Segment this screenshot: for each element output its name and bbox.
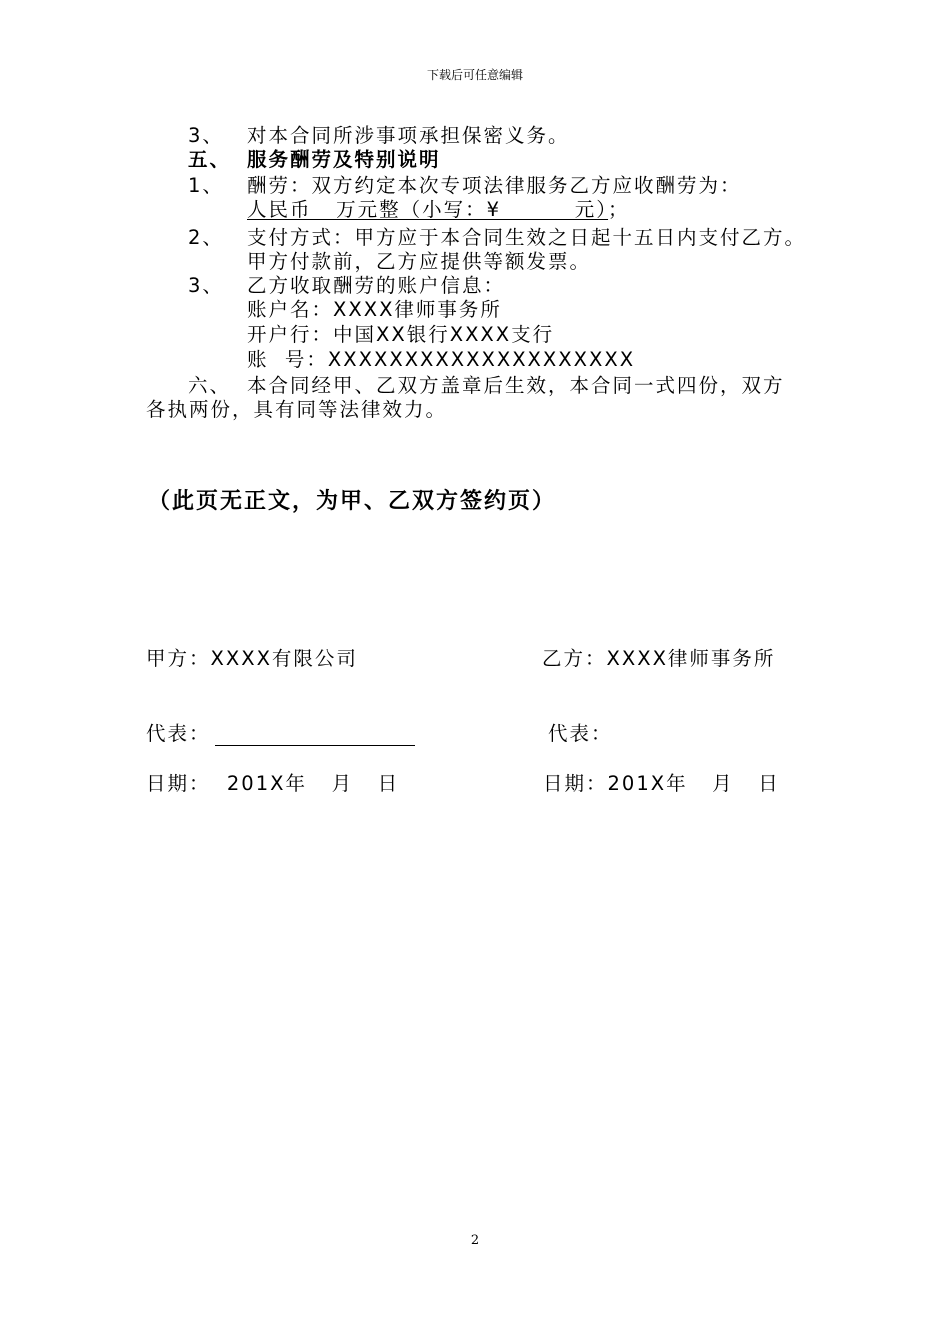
rep-b-label: 代表： — [548, 722, 613, 745]
fee-amount-end: ； — [608, 198, 630, 221]
item-3-text: 对本合同所涉事项承担保密义务。 — [247, 124, 570, 147]
para-1-text: 酬劳：双方约定本次专项法律服务乙方应收酬劳为： — [247, 174, 742, 197]
para-3-number: 3、 — [188, 274, 224, 297]
para-1-number: 1、 — [188, 174, 224, 197]
para-3-text: 乙方收取酬劳的账户信息： — [247, 274, 506, 297]
section-6-number: 六、 — [188, 374, 232, 397]
date-b: 日期：201X年 月 日 — [543, 772, 780, 795]
account-name: 账户名：XXXX律师事务所 — [247, 298, 502, 321]
signature-line-a — [215, 725, 415, 746]
account-number: 账 号：XXXXXXXXXXXXXXXXXXXX — [247, 348, 636, 371]
section-6-text: 本合同经甲、乙双方盖章后生效，本合同一式四份，双方 — [247, 374, 785, 397]
party-b: 乙方：XXXX律师事务所 — [542, 647, 776, 670]
fee-amount: 人民币 万元整（小写：¥ 元） — [247, 198, 609, 221]
section-5-title: 服务酬劳及特别说明 — [247, 148, 441, 171]
party-a-representative — [146, 722, 415, 746]
party-a: 甲方：XXXX有限公司 — [146, 647, 358, 670]
date-a: 日期： 201X年 月 日 — [146, 772, 400, 795]
item-3-number: 3、 — [188, 124, 224, 147]
para-2-text-cont: 甲方付款前，乙方应提供等额发票。 — [247, 250, 592, 273]
page-number: 2 — [470, 1233, 480, 1248]
rep-a-label: 代表： — [146, 722, 211, 745]
para-2-text: 支付方式：甲方应于本合同生效之日起十五日内支付乙方。 — [247, 226, 807, 249]
page-header: 下载后可任意编辑 — [426, 68, 523, 82]
signature-page-title: （此页无正文，为甲、乙双方签约页） — [148, 489, 557, 514]
account-bank: 开户行：中国XX银行XXXX支行 — [247, 323, 555, 346]
fee-amount-line — [247, 198, 630, 222]
section-5-number: 五、 — [188, 148, 232, 171]
para-2-number: 2、 — [188, 226, 224, 249]
section-6-text-cont: 各执两份，具有同等法律效力。 — [146, 398, 448, 421]
